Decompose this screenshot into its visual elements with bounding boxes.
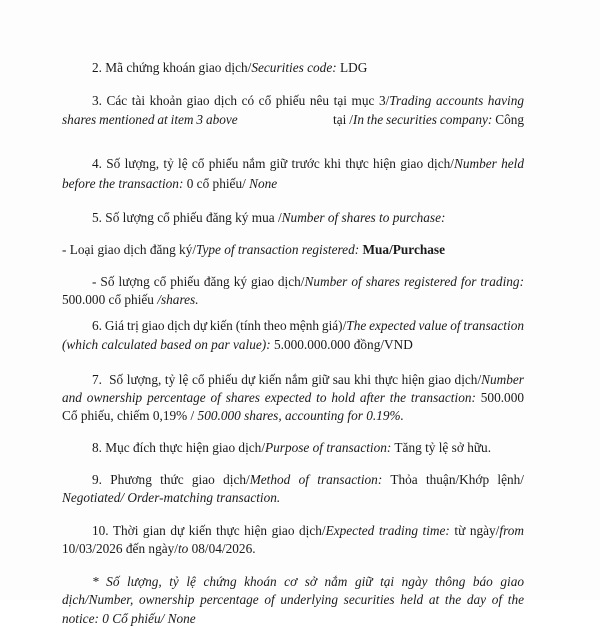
text-segment: 8. Mục đích thực hiện giao dịch/ (92, 440, 266, 455)
text-segment: Number (481, 372, 524, 387)
text-segment: from (499, 523, 525, 538)
text-line (62, 541, 256, 557)
text-segment: 2. Mã chứng khoán giao dịch/ (92, 60, 252, 75)
text-segment: - Số lượng cổ phiếu đăng ký giao dịch/ (92, 274, 305, 289)
text-segment: 5. Số lượng cổ phiếu đăng ký mua / (92, 210, 282, 225)
text-segment: shares mentioned at item 3 above (62, 112, 238, 127)
text-line (92, 523, 524, 539)
text-segment: Number of shares registered for trading: (304, 274, 524, 289)
text-segment: Securities code: (251, 60, 337, 75)
text-line (92, 274, 524, 290)
text-segment: before the transaction: (62, 176, 184, 191)
text-line (92, 372, 524, 388)
text-segment: Công (492, 112, 525, 127)
text-line (92, 472, 524, 488)
text-segment: tại / (237, 112, 353, 127)
text-segment: 500.000 cổ phiếu (62, 292, 158, 307)
text-line (62, 242, 445, 258)
text-segment: 0 cổ phiếu/ (183, 176, 250, 191)
text-segment: 6. Giá trị giao dịch dự kiến (tính theo mệnh giá)/ (92, 318, 347, 333)
text-segment: Cổ phiếu, chiếm 0,19% / (62, 408, 198, 423)
text-line (92, 156, 524, 172)
text-segment: None (249, 176, 278, 191)
text-segment: Method of transaction: (249, 472, 383, 487)
text-segment: /shares. (157, 292, 199, 307)
text-segment: Purpose of transaction: (265, 440, 392, 455)
text-line (62, 176, 277, 192)
text-segment: Negotiated/ Order-matching transaction. (62, 490, 281, 505)
text-line (62, 592, 524, 608)
text-segment: 4. Số lượng, tỷ lệ cổ phiếu nắm giữ trước khi thực hiện giao dịch/ (92, 156, 454, 171)
text-segment: Tăng tỷ lệ sở hữu. (391, 440, 492, 455)
text-segment: Trading accounts having (389, 93, 524, 108)
text-segment: Number of shares to purchase: (281, 210, 446, 225)
text-segment: In the securities company: (352, 112, 493, 127)
text-line (92, 60, 367, 76)
text-line (92, 210, 445, 226)
text-segment: từ ngày/ (449, 523, 500, 538)
text-segment: to (177, 541, 189, 556)
text-line (62, 112, 524, 128)
text-segment: dịch/Number, ownership percentage of underlying securities held at the day of the (62, 592, 524, 607)
text-segment: 500.000 (475, 390, 524, 405)
text-segment: 5.000.000.000 đồng/VND (270, 337, 413, 352)
text-line (62, 292, 199, 308)
text-line (92, 318, 524, 334)
text-segment: Thỏa thuận/Khớp lệnh/ (382, 472, 524, 487)
text-line (92, 574, 524, 590)
text-segment: notice: 0 Cổ phiếu/ None (62, 611, 196, 626)
text-line (62, 490, 280, 506)
text-line (92, 440, 491, 456)
text-segment: Number held (453, 156, 524, 171)
text-segment: Mua/Purchase (359, 242, 445, 257)
text-segment: 10/03/2026 đến ngày/ (62, 541, 178, 556)
text-line (62, 611, 196, 627)
text-segment: (which calculated based on par value): (62, 337, 271, 352)
text-segment: 7. Số lượng, tỷ lệ cổ phiếu dự kiến nắm giữ sau khi thực hiện giao dịch/ (92, 372, 482, 387)
text-segment: LDG (336, 60, 368, 75)
text-line (62, 408, 404, 424)
text-segment: - Loại giao dịch đăng ký/ (62, 242, 197, 257)
text-segment: Expected trading time: (325, 523, 450, 538)
text-line (92, 93, 524, 109)
text-line (62, 390, 524, 406)
text-segment: 3. Các tài khoản giao dịch có cổ phiếu nêu tại mục 3/ (92, 93, 390, 108)
text-segment: 08/04/2026. (188, 541, 256, 556)
text-line (62, 337, 413, 353)
text-segment: Type of transaction registered: (196, 242, 360, 257)
text-segment: and ownership percentage of shares expected to hold after the transaction: (62, 390, 476, 405)
text-segment: The expected value of transaction (346, 318, 524, 333)
text-segment: 10. Thời gian dự kiến thực hiện giao dịch/ (92, 523, 326, 538)
text-segment: 9. Phương thức giao dịch/ (92, 472, 250, 487)
text-segment: 500.000 shares, accounting for 0.19%. (197, 408, 404, 423)
text-segment: * Số lượng, tỷ lệ chứng khoán cơ sở nắm giữ tại ngày thông báo giao (92, 574, 524, 589)
